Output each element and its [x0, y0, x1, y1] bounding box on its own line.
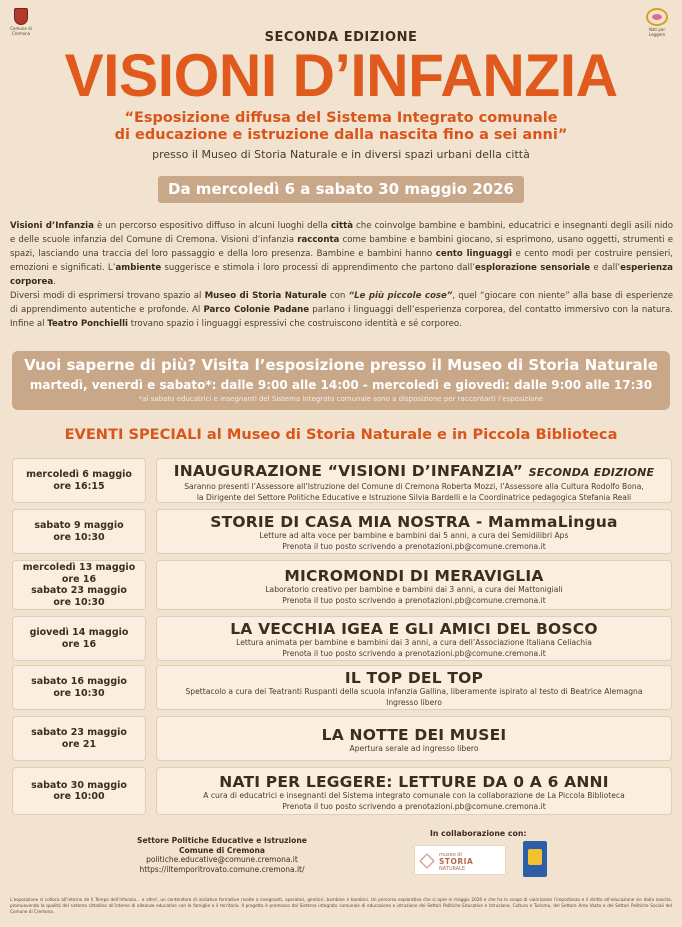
footer-contacts: [132, 836, 312, 874]
event-description: A cura di educatrici e insegnanti del Sistema integrato comunale con la collaborazione de La Piccola Biblioteca: [203, 791, 625, 800]
intro-span: , quel “giocare con niente” alla base di esperienze di apprendimento autentiche e profonde. Al: [10, 291, 673, 315]
event-description: Saranno presenti l’Assessore all’Istruzione del Comune di Cremona Roberta Mozzi, l’Assessore alla Cultura Rodolfo Bona,: [184, 482, 644, 491]
footer-website-link[interactable]: https://iltemporitrovato.comune.cremona.it/: [139, 864, 305, 874]
city-logo-text: Comune di Cremona: [10, 26, 32, 36]
event-time-line: ore 16: [61, 573, 97, 585]
event-description: Prenota il tuo posto scrivendo a prenotazioni.pb@comune.cremona.it: [282, 541, 546, 551]
event-title: STORIE DI CASA MIA NOSTRA - MammaLingua: [210, 513, 618, 531]
visit-info-box: [12, 351, 670, 410]
event-title: NATI PER LEGGERE: LETTURE DA 0 A 6 ANNI: [219, 773, 609, 791]
event-description: Apertura serale ad ingresso libero: [349, 744, 479, 753]
event-title-suffix: SECONDA EDIZIONE: [528, 466, 655, 479]
intro-span: è un percorso espositivo diffuso in alcuni luoghi della: [93, 221, 331, 231]
edition-label: SECONDA EDIZIONE: [264, 30, 418, 45]
event-details: [156, 458, 672, 503]
collaboration-label: In collaborazione con:: [430, 829, 527, 838]
event-description: Laboratorio creativo per bambine e bambini dai 3 anni, a cura dei Mattonigiali: [265, 585, 563, 594]
footer-city: Comune di Cremona: [178, 845, 266, 855]
event-details: [156, 560, 672, 610]
event-date-line: mercoledì 13 maggio: [22, 562, 136, 573]
event-time-line: ore 16:15: [53, 480, 105, 492]
intro-text: [10, 219, 673, 331]
event-title: [157, 462, 671, 482]
intro-italic: “Le più piccole cose”: [348, 291, 453, 301]
intro-span: come bambine e bambini giocano, si esprimono, usano oggetti, strumenti e spazi, lasciando una traccia del loro passaggio e della loro presenza. Bambine e bambini hanno: [10, 235, 673, 259]
event-row: [12, 509, 672, 554]
event-date: [12, 767, 146, 815]
intro-paragraph-2: [10, 289, 673, 331]
crest-icon: [14, 8, 28, 25]
museum-logo-top: museo di: [439, 852, 462, 858]
event-time-line: ore 10:00: [53, 791, 105, 802]
event-description: Ingresso libero: [386, 697, 442, 707]
visit-hours: martedì, venerdì e sabato*: dalle 9:00 alle 14:00 - mercoledì e giovedì: dalle 9:00 alle 17:30: [29, 378, 653, 392]
event-time-line: ore 10:30: [53, 531, 105, 543]
event-time-line: ore 10:30: [53, 596, 105, 608]
event-details: [156, 665, 672, 710]
npl-logo-icon: [646, 8, 668, 26]
event-time-line: ore 21: [61, 738, 97, 750]
intro-span: .: [53, 277, 56, 287]
intro-bold: Visioni d’Infanzia: [10, 221, 94, 231]
events-section-title: EVENTI SPECIALI al Museo di Storia Naturale e in Piccola Biblioteca: [64, 426, 618, 443]
date-banner: Da mercoledì 6 a sabato 30 maggio 2026: [158, 176, 524, 203]
footer-email-link[interactable]: politiche.educative@comune.cremona.it: [146, 855, 298, 864]
event-description: Prenota il tuo posto scrivendo a prenotazioni.pb@comune.cremona.it: [282, 801, 546, 811]
event-details: [156, 616, 672, 661]
event-date-line: giovedì 14 maggio: [29, 627, 129, 638]
event-time-line: ore 10:30: [53, 687, 105, 699]
subtitle-line-1: “Esposizione diffusa del Sistema Integrato comunale: [124, 110, 558, 126]
event-date: [12, 560, 146, 610]
event-date: [12, 716, 146, 761]
library-logo-icon: [523, 841, 547, 877]
intro-span: e dall’: [590, 263, 621, 273]
event-details: [156, 509, 672, 554]
visit-note: *al sabato educatrici e insegnanti del Sistema integrato comunale sono a disposizione per raccontarti l’esposizione: [138, 395, 544, 403]
museum-mark-icon: [419, 853, 435, 869]
intro-span: trovano spazio i linguaggi espressivi che costruiscono identità e sé corporeo.: [127, 319, 462, 329]
intro-span: e cento modi per costruire pensieri, emozioni e significati. L’: [10, 249, 673, 273]
intro-span: Diversi modi di esprimersi trovano spazio al: [10, 291, 205, 301]
footer-department: Settore Politiche Educative e Istruzione: [137, 836, 307, 845]
event-description: Prenota il tuo posto scrivendo a prenotazioni.pb@comune.cremona.it: [282, 648, 546, 658]
event-date: [12, 665, 146, 710]
event-row: [12, 665, 672, 710]
event-title-text: INAUGURAZIONE “VISIONI D’INFANZIA”: [173, 462, 524, 480]
event-date-line: sabato 16 maggio: [31, 676, 127, 687]
intro-bold: racconta: [297, 235, 340, 245]
intro-bold: Parco Colonie Padane: [203, 305, 310, 315]
intro-span: che coinvolge bambine e bambini, educatrici e insegnanti degli asili nido e delle scuole infanzia del Comune di Cremona. Visioni d’infanzia: [10, 221, 673, 245]
subtitle-line-2: di educazione e istruzione dalla nascita fino a sei anni”: [114, 127, 568, 143]
event-description: Lettura animata per bambine e bambini dai 3 anni, a cura dell’Associazione Italiana Celiachia: [236, 638, 592, 647]
npl-logo-text: Nati per Leggere: [648, 27, 666, 37]
event-date: [12, 458, 146, 503]
intro-span: con: [326, 291, 349, 301]
event-date-line: mercoledì 6 maggio: [26, 469, 132, 480]
intro-bold: Teatro Ponchielli: [47, 319, 128, 329]
intro-span: suggerisce e stimola i loro processi di apprendimento che partono dall’: [161, 263, 476, 273]
museum-logo-sub: NATURALE: [439, 866, 466, 872]
event-date-line: sabato 30 maggio: [31, 779, 127, 791]
event-row: [12, 767, 672, 815]
event-title: IL TOP DEL TOP: [344, 669, 484, 687]
visit-title: Vuoi saperne di più? Visita l’esposizione presso il Museo di Storia Naturale: [24, 356, 658, 374]
intro-span: parlano i linguaggi dell’esperienza corporea, del contatto immersivo con la natura. Infine al: [10, 305, 673, 329]
event-date-line: sabato 9 maggio: [34, 520, 124, 531]
event-description: Spettacolo a cura dei Teatranti Ruspanti della scuola infanzia Gallina, liberamente ispirato al testo di Beatrice Alemagna: [185, 687, 643, 696]
location-text: presso il Museo di Storia Naturale e in diversi spazi urbani della città: [152, 148, 530, 161]
museum-logo-main: STORIA: [439, 857, 474, 866]
event-description: la Dirigente del Settore Politiche Educative e Istruzione Silvia Bardelli e la Coordinatrice pedagogica Stefania Reali: [196, 492, 632, 502]
event-row: [12, 458, 672, 503]
event-details: [156, 767, 672, 815]
intro-bold: Museo di Storia Naturale: [204, 291, 327, 301]
event-title: LA VECCHIA IGEA E GLI AMICI DEL BOSCO: [230, 620, 598, 638]
intro-bold: città: [330, 221, 354, 231]
event-title: LA NOTTE DEI MUSEI: [321, 726, 507, 744]
event-date: [12, 616, 146, 661]
event-row: [12, 716, 672, 761]
intro-bold: esplorazione sensoriale: [475, 263, 591, 273]
event-date-line: sabato 23 maggio: [31, 585, 127, 596]
subtitle: [0, 110, 682, 144]
event-details: [156, 716, 672, 761]
intro-bold: ambiente: [115, 263, 162, 273]
event-date-line: sabato 23 maggio: [31, 727, 127, 738]
event-time-line: ore 16: [61, 638, 97, 650]
event-description: Prenota il tuo posto scrivendo a prenotazioni.pb@comune.cremona.it: [282, 595, 546, 605]
event-description: Letture ad alta voce per bambine e bambini dai 5 anni, a cura dei Semidilibri Aps: [259, 531, 569, 540]
museum-logo: [414, 845, 506, 875]
fine-print: L’esposizione si colloca all’interno de Il Tempo dell’Infanzia… e oltre!, un contenitore di iniziative formative rivolte a insegnanti, operatori, genitori, bambine e bambini. Un percorso esplorativo che si apre in maggio 2026 e che ha lo scopo di valorizzare l’importanza e il diritto all’educazione sin dalla nascita, promuovendo la qualità del sistema cittadino all’interno di alleanze educative con le famiglie e il territorio. Il progetto è promosso dal Sistema integrato comunale di educazione e istruzione dei Settori Politiche Educative e Istruzione, Cultura e Turismo, del Settore Area Vasta e dei Settori Politiche Sociali del Comune di Cremona.: [10, 897, 672, 914]
intro-bold: esperienza corporea: [10, 263, 673, 287]
event-date: [12, 509, 146, 554]
intro-paragraph-1: [10, 219, 673, 289]
page-title: VISIONI D’INFANZIA: [64, 42, 618, 109]
event-row: [12, 616, 672, 661]
event-title: MICROMONDI DI MERAVIGLIA: [284, 567, 544, 585]
intro-bold: cento linguaggi: [435, 249, 512, 259]
event-row: [12, 560, 672, 610]
